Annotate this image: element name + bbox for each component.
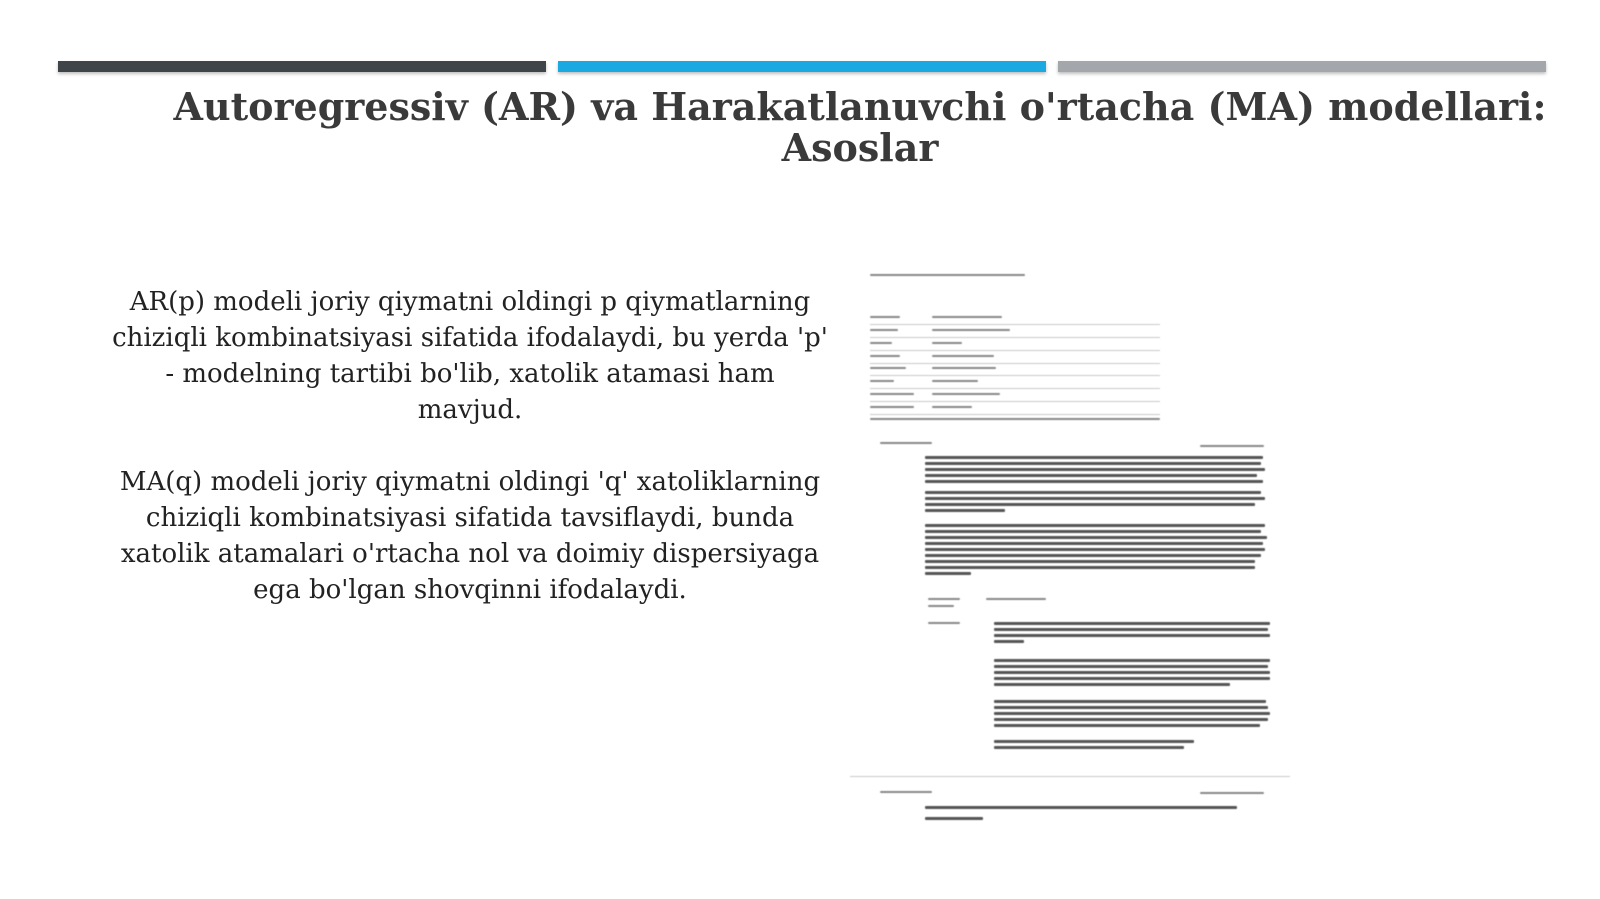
accent-bar-right bbox=[1058, 61, 1546, 72]
slide-title: Autoregressiv (AR) va Harakatlanuvchi o'rtacha (MA) modellari: Asoslar bbox=[173, 84, 1547, 170]
slide-body bbox=[112, 284, 828, 608]
accent-bar-middle bbox=[558, 61, 1046, 72]
accent-bar-left bbox=[58, 61, 546, 72]
paragraph-ar: AR(p) modeli joriy qiymatni oldingi p qiymatlarning chiziqli kombinatsiyasi sifatida ifodalaydi, bu yerda 'p' - modelning tartibi bo'lib, xatolik atamasi ham mavjud. bbox=[112, 287, 828, 425]
embedded-document-screenshot bbox=[870, 270, 1330, 866]
paragraph-ma: MA(q) modeli joriy qiymatni oldingi 'q' xatoliklarning chiziqli kombinatsiyasi sifatida tavsiflaydi, bunda xatolik atamalari o'rtacha nol va doimiy dispersiyaga ega bo'lgan shovqinni ifodalaydi. bbox=[119, 467, 821, 605]
